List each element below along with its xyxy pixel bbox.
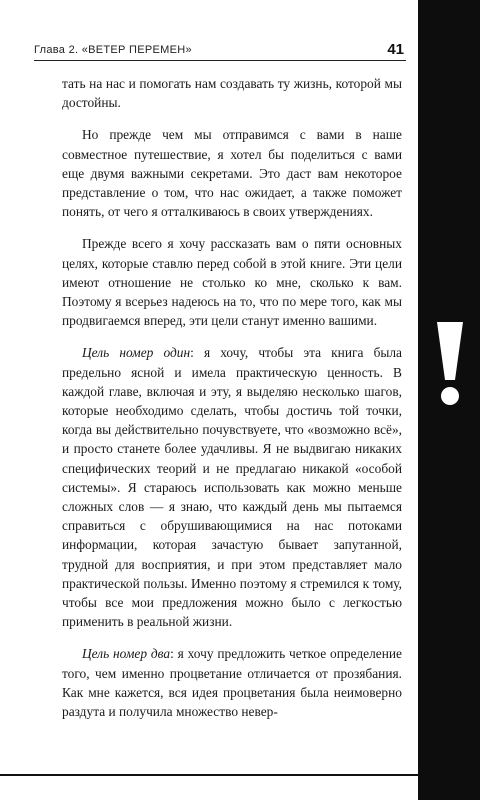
paragraph-1	[62, 74, 402, 112]
exclamation-icon	[433, 318, 467, 408]
paragraph-4	[62, 343, 402, 631]
paragraph-2-text: Но прежде чем мы отправимся с вами в наше совместное путешествие, я хотел бы поделиться с вами еще двумя важными секретами. Это даст вам некоторое представление о том, что нас ожидает, а также поможет понять, от чего я отталкиваюсь в своих утверждениях.	[62, 127, 402, 220]
paragraph-5	[62, 644, 402, 721]
bottom-rule	[0, 774, 418, 776]
paragraph-4-text: : я хочу, чтобы эта книга была предельно ясной и имела практическую ценность. В каждой главе, включая и эту, я выделяю несколько шагов, которые необходимо сделать, чтобы достичь той точки, когда вы действительно почувствуете, что «возможно всё», и просто станете более удачливы. Я не выдвигаю никаких специфических теорий и не предлагаю никакой «особой системы». Я стараюсь использовать как можно меньше сложных слов — я знаю, что каждый день мы пытаемся справиться с обрушивающимися на нас потоками информации, которая зачастую бывает запутанной, трудной для восприятия, и при этом представляет мало практической пользы. Именно поэтому я стремился к тому, чтобы все мои предложения можно было с легкостью применить в реальной жизни.	[62, 345, 403, 630]
running-head-title: Глава 2. «ВЕТЕР ПЕРЕМЕН»	[34, 44, 192, 56]
page-number: 41	[387, 41, 404, 58]
page-body	[62, 74, 402, 734]
paragraph-2	[62, 125, 402, 221]
paragraph-5-text: : я хочу предложить четкое определение того, чем именно процветание отличается от прозябания. Как мне кажется, вся идея процветания была неимоверно раздута и получила множество невер-	[62, 646, 402, 720]
goal-one-lead: Цель номер один	[82, 345, 191, 361]
running-header	[34, 34, 406, 61]
paragraph-1-text: тать на нас и помогать нам создавать ту жизнь, которой мы достойны.	[62, 76, 402, 111]
side-black-bar	[418, 0, 480, 800]
paragraph-3-text: Прежде всего я хочу рассказать вам о пяти основных целях, которые ставлю перед собой в этой книге. Эти цели имеют отношение не столько ко мне, сколько к вам. Поэтому я всерьез надеюсь на то, что по мере того, как мы продвигаемся вперед, эти цели станут именно вашими.	[62, 236, 402, 329]
paragraph-3	[62, 234, 402, 330]
goal-two-lead: Цель номер два	[82, 646, 171, 662]
